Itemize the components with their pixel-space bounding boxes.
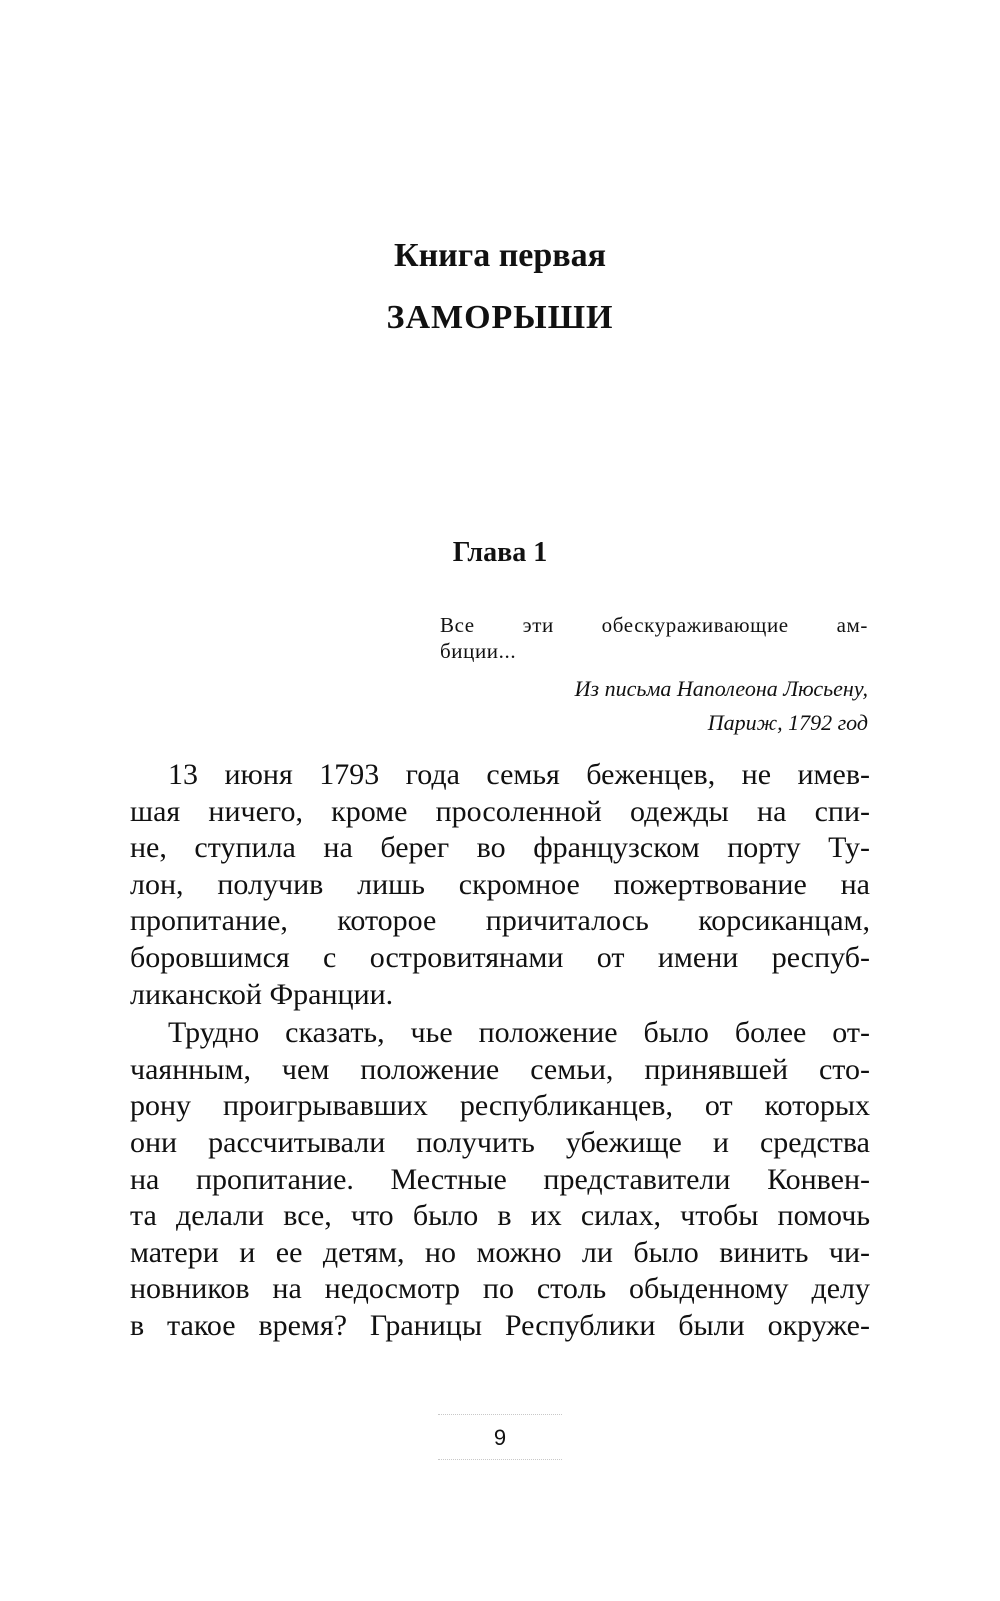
epigraph [440,612,868,740]
page-number: 9 [493,1425,507,1450]
text-line: лон, получив лишь скромное пожертвование на [130,867,870,901]
text-line: рону проигрывавших республиканцев, от которых [130,1089,870,1123]
epigraph-line: Все эти обескураживающие ам- [440,613,868,637]
epigraph-source-line: Париж, 1792 год [707,710,868,735]
epigraph-source-line: Из письма Наполеона Люсьену, [574,676,868,701]
text-line: на пропитание. Местные представители Конвен- [130,1162,870,1196]
page-number-rule-bottom [438,1459,562,1460]
book-title: Книга первая [393,237,607,274]
epigraph-source [440,672,868,740]
text-line: чаянным, чем положение семьи, принявшей сто- [130,1052,870,1086]
text-line: матери и ее детям, но можно ли было винить чи- [130,1235,870,1269]
text-line: 13 июня 1793 года семья беженцев, не имев- [168,758,870,791]
paragraph-2 [130,1015,870,1344]
text-line: не, ступила на берег во французском порту Ту- [130,831,870,865]
text-line: новников на недосмотр по столь обыденному делу [130,1272,870,1306]
epigraph-line: биции... [440,639,517,663]
chapter-title: Глава 1 [452,537,548,568]
text-line: та делали все, что было в их силах, чтобы помочь [130,1199,870,1233]
text-line: боровшимся с островитянами от имени респуб- [130,940,870,974]
paragraph-1 [130,757,870,1013]
text-line: шая ничего, кроме просоленной одежды на спи- [130,794,870,828]
text-line: в такое время? Границы Республики были окруже- [130,1308,870,1342]
body-text [130,757,870,1345]
page-number-rule-top [438,1414,562,1415]
text-line: пропитание, которое причиталось корсиканцам, [130,904,870,938]
book-subtitle: ЗАМОРЫШИ [386,299,614,336]
text-line: они рассчитывали получить убежище и средства [130,1125,870,1159]
text-line: Трудно сказать, чье положение было более от- [168,1016,870,1050]
text-line: ликанской Франции. [130,977,394,1011]
epigraph-text [440,612,868,664]
